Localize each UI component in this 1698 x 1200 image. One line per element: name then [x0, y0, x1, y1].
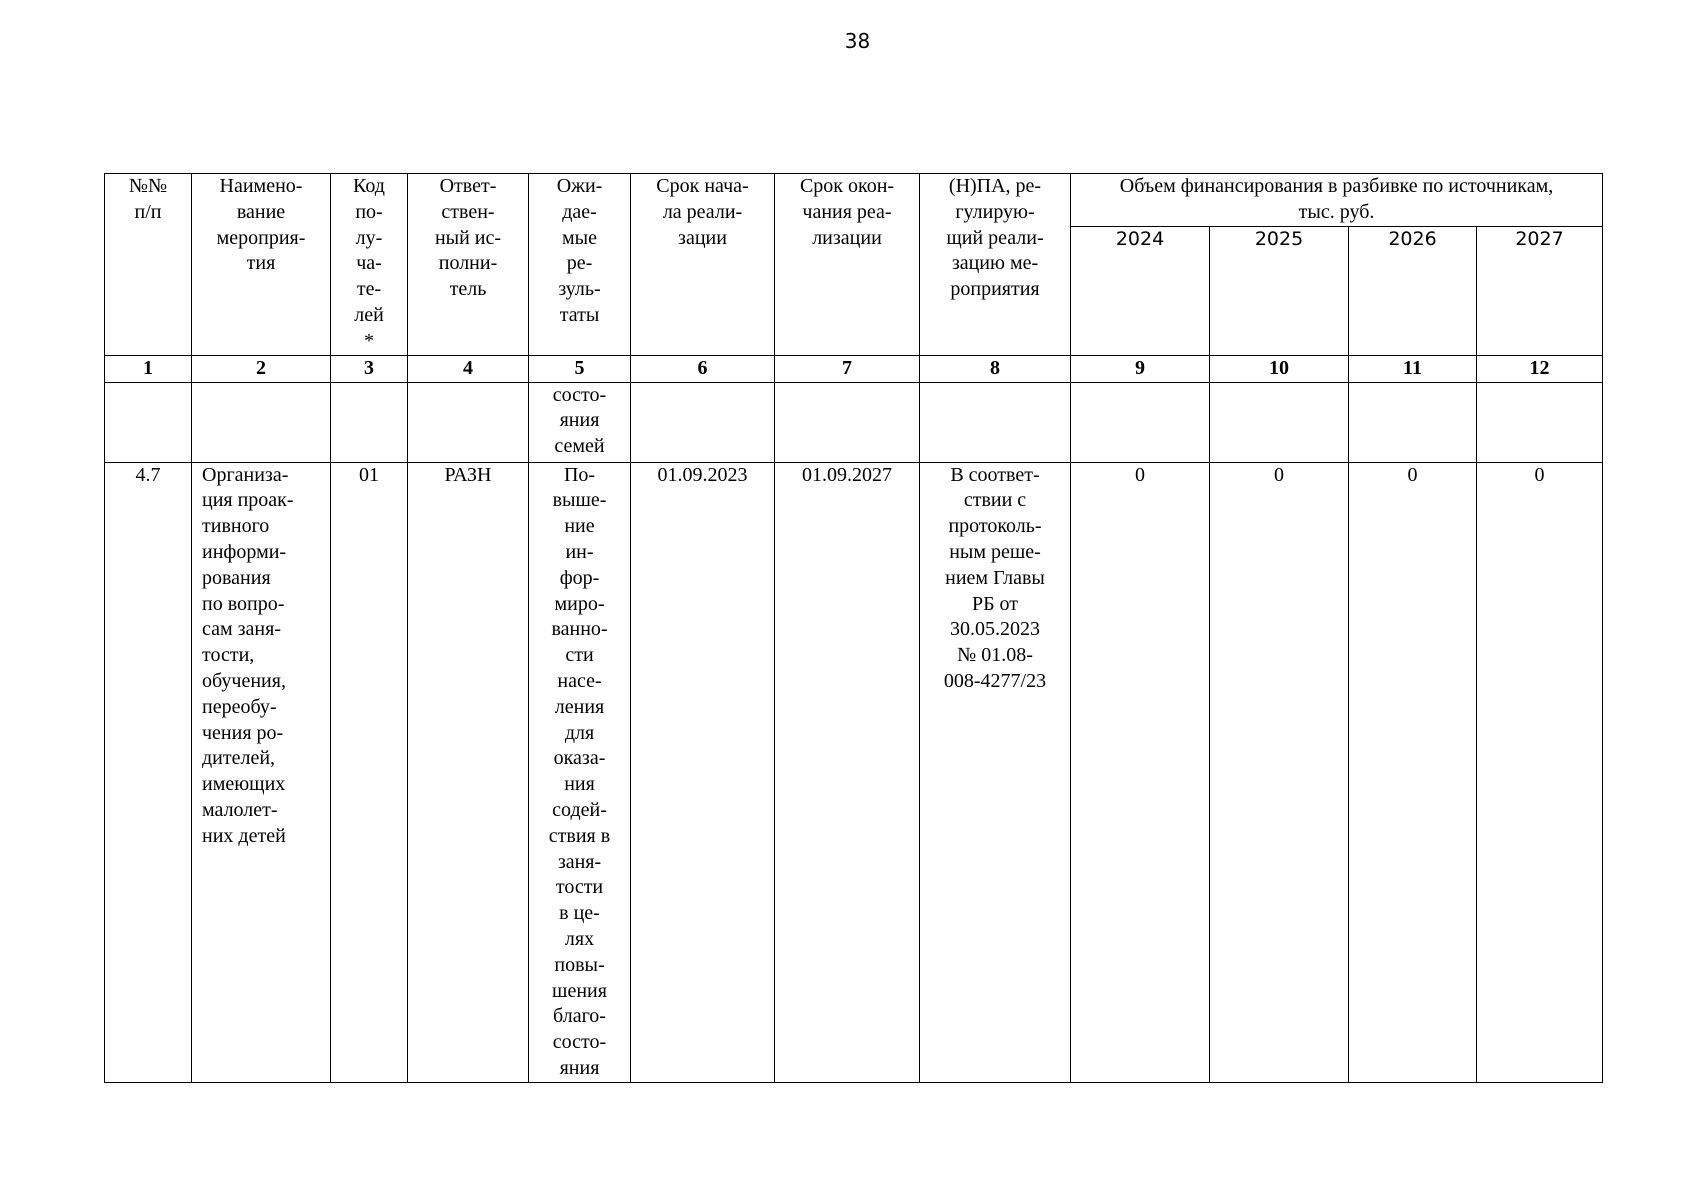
- cell-empty: [331, 382, 408, 462]
- column-number: 6: [631, 355, 775, 382]
- page-number: 38: [844, 29, 871, 53]
- header-results: [529, 174, 631, 356]
- cell-text-line: Наимено-: [219, 175, 303, 197]
- cell-text-line: *: [364, 329, 374, 352]
- cell-text-line: По-: [563, 463, 596, 486]
- cell-text-line: тивного: [202, 515, 270, 538]
- cell-text-line: тыс. руб.: [1298, 200, 1375, 223]
- cell-text-line: ления: [554, 695, 605, 718]
- cell-text-line: содей-: [552, 798, 607, 821]
- column-number: 1: [105, 355, 192, 382]
- cell-text-line: протоколь-: [948, 515, 1042, 538]
- cell-text-line: ин-: [565, 540, 594, 563]
- cell-empty: [408, 382, 529, 462]
- cell-text-line: повы-: [554, 953, 605, 976]
- cell-text-line: по вопро-: [202, 592, 285, 615]
- cell-empty: [920, 382, 1071, 462]
- cell-text-line: вание: [236, 200, 286, 223]
- column-number: 10: [1210, 355, 1349, 382]
- cell-text-line: в це-: [559, 902, 600, 925]
- plan-table: [104, 173, 1603, 1083]
- cell-text-line: тости: [555, 876, 604, 899]
- cell-text-line: имеющих: [202, 773, 286, 796]
- header-num: [105, 174, 192, 356]
- header-row: [105, 174, 1603, 227]
- cell-text-line: оказа-: [553, 747, 606, 770]
- cell-text-line: состо-: [552, 383, 607, 406]
- cell-text-line: состо-: [552, 1031, 607, 1054]
- cell-text-line: зацию ме-: [951, 252, 1039, 275]
- cell-text-line: ре-: [566, 252, 593, 275]
- cell-empty: [1349, 382, 1477, 462]
- cell-empty: [1210, 382, 1349, 462]
- cell-text-line: ние: [564, 515, 595, 538]
- cell-text-line: миро-: [554, 592, 605, 615]
- cell-empty: [631, 382, 775, 462]
- cell-text-line: тель: [449, 278, 487, 301]
- cell-empty: [1071, 382, 1210, 462]
- header-year-2026: 2026: [1349, 227, 1477, 355]
- cell-name: [192, 462, 331, 1082]
- cell-funding-2026: 0: [1349, 462, 1477, 1082]
- cell-text-line: Организа-: [202, 463, 289, 486]
- cell-responsible: РАЗН: [408, 462, 529, 1082]
- cell-text-line: ла реали-: [662, 200, 743, 223]
- cell-text-line: нием Главы: [945, 566, 1045, 589]
- cell-text-line: Ожи-: [556, 175, 603, 197]
- column-number: 4: [408, 355, 529, 382]
- header-npa: [920, 174, 1071, 356]
- column-numbers-row: [105, 355, 1603, 382]
- cell-text-line: сти: [565, 644, 594, 667]
- cell-text-line: щий реали-: [946, 226, 1044, 249]
- cell-text-line: ный ис-: [434, 226, 502, 249]
- cell-text-line: Ответ-: [439, 175, 497, 197]
- cell-text-line: Код: [353, 175, 385, 197]
- cell-text-line: чания реа-: [802, 200, 892, 223]
- cell-text-line: РБ от: [971, 592, 1019, 615]
- column-number: 12: [1477, 355, 1603, 382]
- cell-empty: [192, 382, 331, 462]
- cell-text-line: заня-: [557, 850, 602, 873]
- cell-text-line: обучения,: [202, 669, 286, 692]
- cell-text-line: ция проак-: [202, 489, 294, 512]
- header-name: [192, 174, 331, 356]
- cell-text-line: фор-: [559, 566, 600, 589]
- cell-text-line: сам заня-: [202, 618, 281, 641]
- cell-text-line: ствия в: [548, 824, 611, 847]
- cell-end-date: 01.09.2027: [775, 462, 920, 1082]
- cell-text-line: по-: [355, 200, 383, 223]
- cell-text-line: шения: [552, 979, 607, 1002]
- cell-text-line: ча-: [356, 252, 382, 275]
- cell-text-line: переобу-: [202, 695, 277, 718]
- header-year-2027: 2027: [1477, 227, 1603, 355]
- cell-text-line: ствен-: [441, 200, 495, 223]
- header-funding-group: [1071, 174, 1603, 227]
- column-number: 3: [331, 355, 408, 382]
- cell-text-line: ния: [564, 773, 595, 796]
- cell-results-continued: [529, 382, 631, 462]
- cell-text-line: мые: [562, 226, 597, 249]
- cell-funding-2027: 0: [1477, 462, 1603, 1082]
- cell-text-line: лях: [564, 927, 595, 950]
- cell-text-line: лей: [354, 303, 384, 326]
- cell-text-line: яния: [559, 1056, 600, 1079]
- cell-text-line: дае-: [562, 200, 597, 223]
- cell-text-line: Срок окон-: [799, 175, 895, 197]
- cell-text-line: таты: [559, 303, 600, 326]
- header-year-2025: 2025: [1210, 227, 1349, 355]
- cell-text-line: дителей,: [202, 747, 276, 770]
- cell-text-line: зуль-: [558, 278, 601, 301]
- cell-text-line: полни-: [438, 252, 498, 275]
- cell-text-line: 008-4277/23: [943, 669, 1047, 692]
- cell-text-line: зации: [678, 226, 727, 249]
- cell-text-line: №№: [128, 175, 168, 197]
- cell-text-line: ванно-: [551, 618, 608, 641]
- cell-funding-2024: 0: [1071, 462, 1210, 1082]
- header-code: [331, 174, 408, 356]
- cell-text-line: насе-: [557, 669, 602, 692]
- header-year-2024: 2024: [1071, 227, 1210, 355]
- header-end: [775, 174, 920, 356]
- cell-text-line: лу-: [355, 226, 383, 249]
- cell-text-line: те-: [356, 278, 382, 301]
- header-start: [631, 174, 775, 356]
- cell-text-line: семей: [554, 435, 605, 458]
- column-number: 11: [1349, 355, 1477, 382]
- cell-text-line: п/п: [134, 200, 162, 223]
- cell-start-date: 01.09.2023: [631, 462, 775, 1082]
- cell-text-line: роприятия: [950, 278, 1040, 301]
- cell-text-line: благо-: [553, 1005, 606, 1028]
- cell-text-line: (Н)ПА, ре-: [948, 175, 1042, 197]
- cell-text-line: них детей: [202, 824, 286, 847]
- column-number: 5: [529, 355, 631, 382]
- header-responsible: [408, 174, 529, 356]
- cell-text-line: В соответ-: [950, 463, 1040, 486]
- cell-text-line: информи-: [202, 540, 287, 563]
- cell-text-line: малолет-: [202, 798, 278, 821]
- cell-text-line: гулирую-: [955, 200, 1035, 223]
- column-number: 8: [920, 355, 1071, 382]
- column-number: 2: [192, 355, 331, 382]
- cell-text-line: ствии с: [963, 489, 1027, 512]
- column-number: 9: [1071, 355, 1210, 382]
- column-number: 7: [775, 355, 920, 382]
- cell-results: [529, 462, 631, 1082]
- cell-text-line: яния: [559, 409, 600, 432]
- table-row-continuation: [105, 382, 1603, 462]
- cell-text-line: Срок нача-: [656, 175, 749, 197]
- cell-empty: [105, 382, 192, 462]
- cell-num: 4.7: [105, 462, 192, 1082]
- cell-text-line: Объем финансирования в разбивке по источникам,: [1119, 175, 1554, 197]
- cell-empty: [775, 382, 920, 462]
- cell-text-line: 30.05.2023: [950, 618, 1040, 641]
- cell-text-line: для: [564, 721, 595, 744]
- cell-text-line: мероприя-: [216, 226, 306, 249]
- cell-funding-2025: 0: [1210, 462, 1349, 1082]
- cell-text-line: ным реше-: [949, 540, 1041, 563]
- cell-text-line: лизации: [812, 226, 882, 249]
- table-row-4-7: [105, 462, 1603, 1082]
- cell-code: 01: [331, 462, 408, 1082]
- cell-text-line: тости,: [202, 644, 255, 667]
- cell-empty: [1477, 382, 1603, 462]
- cell-text-line: чения ро-: [202, 721, 284, 744]
- cell-text-line: № 01.08-: [957, 644, 1033, 667]
- cell-text-line: выше-: [552, 489, 607, 512]
- cell-text-line: тия: [246, 252, 276, 275]
- cell-npa: [920, 462, 1071, 1082]
- cell-text-line: рования: [202, 566, 271, 589]
